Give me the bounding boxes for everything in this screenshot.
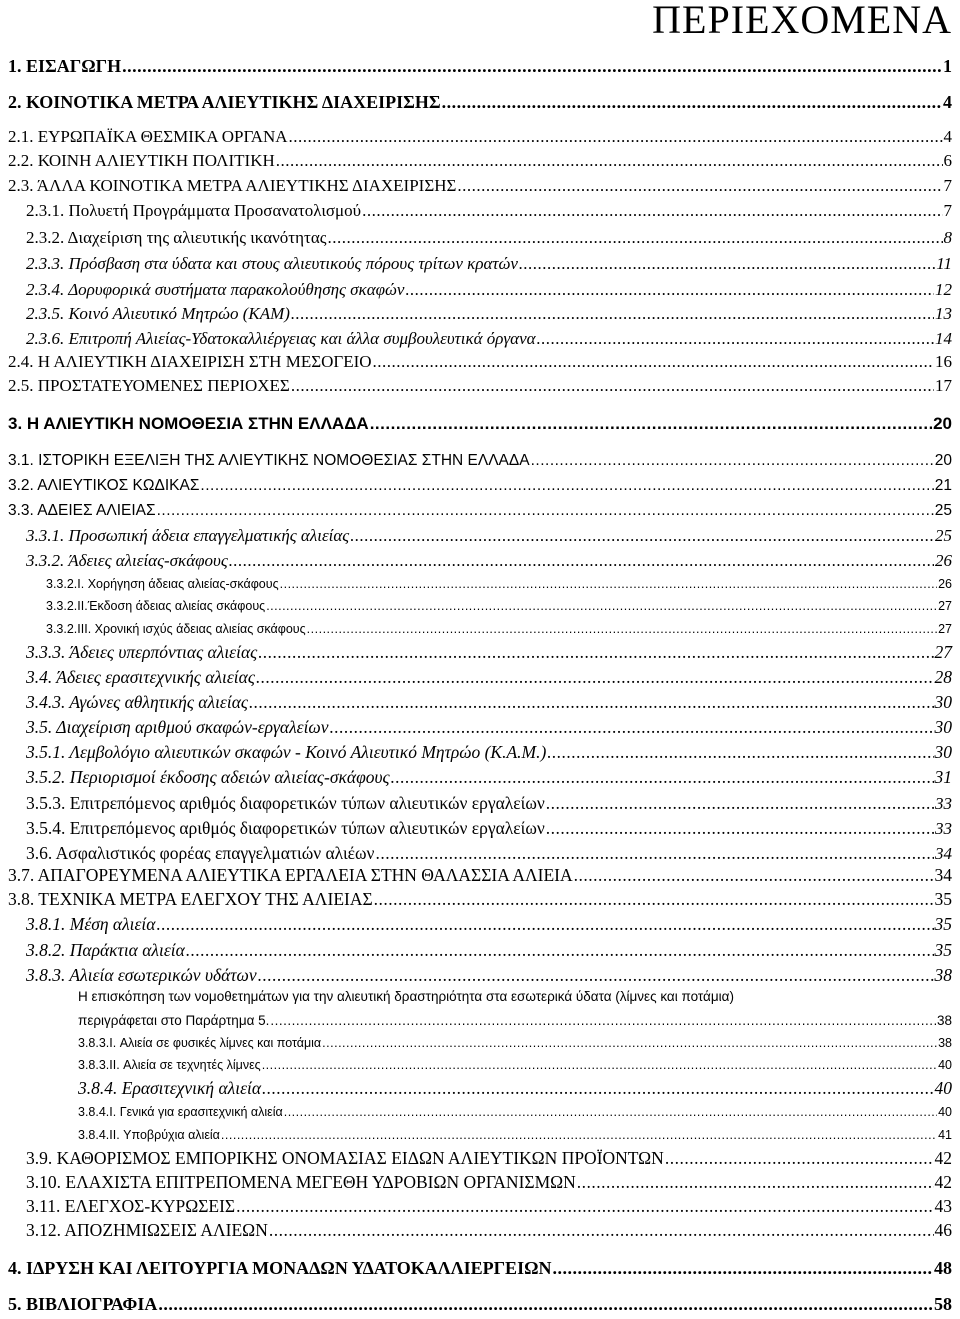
toc-entry[interactable]	[8, 352, 952, 372]
toc-entry[interactable]	[26, 551, 952, 571]
dot-leader	[328, 228, 943, 248]
toc-entry-text: 1. ΕΙΣΑΓΩΓΗ	[8, 56, 122, 76]
page-title: ΠΕΡΙΕΧΟΜΕΝΑ	[652, 0, 952, 42]
dot-leader	[229, 551, 934, 571]
toc-entry[interactable]	[26, 1196, 952, 1217]
toc-entry[interactable]	[26, 742, 952, 763]
toc-entry[interactable]	[26, 940, 952, 961]
toc-entry-text: 3.6. Ασφαλιστικός φορέας επαγγελματιών αλιέων	[26, 843, 375, 863]
toc-entry-page: 4	[943, 127, 952, 146]
toc-entry-text: 2.3.5. Κοινό Αλιευτικό Μητρώο (ΚΑΜ)	[26, 304, 290, 323]
toc-entry[interactable]	[8, 477, 952, 495]
dot-leader	[442, 92, 942, 113]
toc-entry-text: 3.3.2.III. Χρονική ισχύς άδειας αλιείας σκάφους	[46, 622, 306, 636]
toc-entry[interactable]	[8, 414, 952, 434]
toc-entry-page: 41	[938, 1128, 952, 1142]
dot-leader	[258, 642, 933, 663]
dot-leader	[546, 793, 934, 814]
toc-entry[interactable]	[46, 622, 952, 636]
toc-entry-page: 7	[943, 201, 952, 220]
toc-entry-page: 33	[935, 819, 952, 838]
toc-entry[interactable]	[26, 254, 952, 274]
dot-leader	[276, 151, 943, 171]
toc-entry-text: 3.8.4.II. Υποβρύχια αλιεία	[78, 1128, 220, 1142]
toc-entry[interactable]	[26, 965, 952, 986]
toc-entry-page: 30	[934, 692, 952, 712]
toc-entry-text: 2.5. ΠΡΟΣΤΑΤΕΥΟΜΕΝΕΣ ΠΕΡΙΟΧΕΣ	[8, 376, 290, 395]
toc-entry-text: 3.8.4.I. Γενικά για ερασιτεχνική αλιεία	[78, 1105, 283, 1119]
dot-leader	[362, 201, 942, 221]
toc-entry[interactable]	[26, 793, 952, 814]
dot-leader	[375, 843, 934, 864]
dot-leader	[262, 1058, 937, 1072]
toc-entry-page: 35	[934, 889, 952, 909]
toc-entry-page: 30	[934, 717, 952, 737]
toc-entry-page: 7	[943, 176, 952, 195]
toc-entry-page: 38	[938, 1036, 952, 1050]
toc-entry-text: 3.8.3. Αλιεία εσωτερικών υδάτων	[26, 965, 257, 985]
toc-entry-text: 2.2. ΚΟΙΝΗ ΑΛΙΕΥΤΙΚΗ ΠΟΛΙΤΙΚΗ	[8, 151, 275, 170]
dot-leader	[221, 1128, 937, 1142]
dot-leader	[391, 767, 934, 788]
dot-leader	[373, 352, 934, 372]
toc-entry[interactable]	[78, 1036, 952, 1050]
toc-entry[interactable]	[8, 889, 952, 910]
dot-leader	[546, 818, 934, 839]
dot-leader	[405, 280, 934, 300]
toc-entry-page: 40	[934, 1078, 952, 1098]
toc-entry-text: 3.10. ΕΛΑΧΙΣΤΑ ΕΠΙΤΡΕΠΟΜΕΝΑ ΜΕΓΕΘΗ ΥΔΡΟΒΙΩΝ ΟΡΓΑΝΙΣΜΩΝ	[26, 1172, 576, 1192]
toc-entry-page: 42	[934, 1172, 952, 1192]
toc-entry[interactable]	[78, 1013, 952, 1028]
dot-leader	[200, 477, 933, 495]
toc-entry-text: 3.8.1. Μέση αλιεία	[26, 914, 156, 934]
toc-entry-page: 12	[935, 280, 952, 299]
toc-entry[interactable]	[26, 228, 952, 248]
dot-leader	[350, 526, 934, 546]
dot-leader	[330, 717, 934, 738]
toc-entry[interactable]	[26, 304, 952, 324]
dot-leader	[665, 1148, 934, 1169]
toc-entry[interactable]	[26, 526, 952, 546]
toc-entry-page: 17	[935, 376, 952, 395]
toc-entry-text: 2.3.1. Πολυετή Προγράμματα Προσανατολισμού	[26, 201, 362, 220]
dot-leader	[574, 865, 934, 886]
toc-entry-page: 34	[935, 844, 952, 863]
toc-entry[interactable]	[8, 502, 952, 520]
toc-entry-page: 28	[934, 667, 952, 687]
toc-entry[interactable]	[8, 56, 952, 77]
toc-entry[interactable]	[26, 692, 952, 713]
dot-leader	[256, 667, 934, 688]
dot-leader	[519, 254, 935, 274]
toc-entry-page: 35	[934, 914, 952, 934]
toc-entry[interactable]	[8, 1294, 952, 1315]
toc-entry-page: 33	[935, 794, 952, 813]
toc-entry-page: 30	[934, 742, 952, 762]
toc-entry[interactable]	[8, 1258, 952, 1279]
dot-leader	[262, 1078, 933, 1099]
toc-entry-text: 3.3.3. Άδειες υπερπόντιας αλιείας	[26, 642, 258, 662]
toc-entry-page: 26	[938, 577, 952, 591]
toc-entry-page: 40	[938, 1105, 952, 1119]
toc-entry[interactable]	[78, 1058, 952, 1072]
dot-leader	[266, 599, 937, 613]
toc-entry[interactable]	[46, 577, 952, 591]
toc-entry[interactable]	[78, 1078, 952, 1099]
toc-entry-text: 2.3.2. Διαχείριση της αλιευτικής ικανότητας	[26, 228, 327, 247]
toc-entry-page: 35	[934, 940, 952, 960]
toc-entry-text: 3. Η ΑΛΙΕΥΤΙΚΗ ΝΟΜΟΘΕΣΙΑ ΣΤΗΝ ΕΛΛΑΔΑ	[8, 414, 369, 433]
toc-entry-text: 5. ΒΙΒΛΙΟΓΡΑΦΙΑ	[8, 1294, 158, 1314]
dot-leader	[249, 692, 934, 713]
toc-entry-text: 3.3.2.I. Χορήγηση άδειας αλιείας-σκάφους	[46, 577, 279, 591]
toc-entry[interactable]	[8, 176, 952, 196]
dot-leader	[370, 414, 932, 434]
toc-entry-text: 3.3.2. Άδειες αλιείας-σκάφους	[26, 551, 228, 570]
toc-entry-text: 3.2. ΑΛΙΕΥΤΙΚΟΣ ΚΩΔΙΚΑΣ	[8, 477, 200, 494]
toc-entry-text: 4. ΙΔΡΥΣΗ ΚΑΙ ΛΕΙΤΟΥΡΓΙΑ ΜΟΝΑΔΩΝ ΥΔΑΤΟΚΑΛΛΙΕΡΓΕΙΩΝ	[8, 1258, 552, 1278]
toc-entry-text: 3.8.4. Ερασιτεχνική αλιεία	[78, 1078, 262, 1098]
dot-leader	[547, 742, 933, 763]
toc-entry-page: 14	[935, 329, 952, 348]
toc-entry-page: 42	[934, 1148, 952, 1168]
dot-leader	[291, 376, 934, 396]
toc-entry[interactable]	[26, 329, 952, 349]
toc-entry[interactable]	[26, 767, 952, 788]
dot-leader	[236, 1196, 933, 1217]
toc-entry[interactable]	[26, 914, 952, 935]
toc-entry[interactable]	[8, 151, 952, 171]
toc-entry[interactable]	[26, 843, 952, 864]
toc-entry[interactable]	[46, 599, 952, 613]
toc-entry-text: 2.3.4. Δορυφορικά συστήματα παρακολούθησης σκαφών	[26, 280, 405, 299]
dot-leader	[307, 622, 937, 636]
toc-entry-text: 3.11. ΕΛΕΓΧΟΣ-ΚΥΡΩΣΕΙΣ	[26, 1196, 236, 1216]
toc-entry-text: 3.8. ΤΕΧΝΙΚΑ ΜΕΤΡΑ ΕΛΕΓΧΟΥ ΤΗΣ ΑΛΙΕΙΑΣ	[8, 889, 373, 909]
toc-entry-page: 40	[938, 1058, 952, 1072]
dot-leader	[158, 1294, 933, 1315]
toc-entry-page: 4	[943, 92, 952, 112]
toc-entry-text: 3.1. ΙΣΤΟΡΙΚΗ ΕΞΕΛΙΞΗ ΤΗΣ ΑΛΙΕΥΤΙΚΗΣ ΝΟΜΟΘΕΣΙΑΣ ΣΤΗΝ ΕΛΛΑΔΑ	[8, 452, 530, 469]
dot-leader	[531, 452, 934, 470]
toc-note-line: Η επισκόπηση των νομοθετημάτων για την αλιευτική δραστηριότητα στα εσωτερικά ύδατα (λίμνες και ποτάμια)	[78, 989, 734, 1004]
toc-entry-text: 2.3. ΆΛΛΑ ΚΟΙΝΟΤΙΚΑ ΜΕΤΡΑ ΑΛΙΕΥΤΙΚΗΣ ΔΙΑΧΕΙΡΙΣΗΣ	[8, 176, 457, 195]
dot-leader	[457, 176, 942, 196]
toc-entry-text: 3.5.2. Περιορισμοί έκδοσης αδειών αλιείας-σκάφους	[26, 767, 390, 787]
dot-leader	[157, 502, 934, 520]
toc-entry[interactable]	[8, 376, 952, 396]
toc-entry-text: περιγράφεται στο Παράρτημα 5.	[78, 1013, 270, 1028]
toc-entry[interactable]	[26, 1220, 952, 1241]
toc-entry-text: 2.1. ΕΥΡΩΠΑΪΚΑ ΘΕΣΜΙΚΑ ΟΡΓΑΝΑ	[8, 127, 288, 146]
toc-entry-page: 25	[934, 502, 952, 519]
dot-leader	[258, 965, 934, 986]
dot-leader	[577, 1172, 934, 1193]
toc-entry-page: 6	[943, 151, 952, 170]
dot-leader	[284, 1105, 937, 1119]
dot-leader	[280, 577, 937, 591]
toc-entry[interactable]	[26, 1148, 952, 1169]
toc-entry[interactable]	[26, 667, 952, 688]
toc-entry-page: 21	[934, 477, 952, 494]
toc-entry-text: 3.8.2. Παράκτια αλιεία	[26, 940, 185, 960]
toc-entry-page: 1	[943, 56, 952, 76]
toc-entry[interactable]	[26, 201, 952, 221]
dot-leader	[186, 940, 934, 961]
dot-leader	[122, 56, 942, 77]
toc-entry-page: 27	[934, 642, 952, 662]
toc-entry[interactable]	[26, 818, 952, 839]
toc-entry-page: 38	[936, 1013, 952, 1028]
toc-entry-page: 26	[935, 551, 952, 570]
dot-leader	[291, 304, 934, 324]
toc-entry-page: 27	[938, 599, 952, 613]
toc-entry-text: 2.4. Η ΑΛΙΕΥΤΙΚΗ ΔΙΑΧΕΙΡΙΣΗ ΣΤΗ ΜΕΣΟΓΕΙΟ	[8, 352, 372, 371]
toc-entry[interactable]	[8, 127, 952, 147]
toc-entry-text: 3.5.4. Επιτρεπόμενος αριθμός διαφορετικών τύπων αλιευτικών εργαλείων	[26, 818, 545, 838]
dot-leader	[156, 914, 933, 935]
toc-entry[interactable]	[78, 1105, 952, 1119]
toc-entry-page: 13	[935, 304, 952, 323]
toc-entry-text: 3.5.1. Λεμβολόγιο αλιευτικών σκαφών - Κοινό Αλιευτικό Μητρώο (Κ.Α.Μ.)	[26, 742, 547, 762]
toc-entry-text: 3.4. Άδειες ερασιτεχνικής αλιείας	[26, 667, 255, 687]
toc-entry-page: 31	[934, 767, 952, 787]
dot-leader	[289, 127, 943, 147]
toc-entry-text: 3.8.3.I. Αλιεία σε φυσικές λίμνες και ποτάμια	[78, 1036, 322, 1050]
toc-entry-text: 3.7. ΑΠΑΓΟΡΕΥΜΕΝΑ ΑΛΙΕΥΤΙΚΑ ΕΡΓΑΛΕΙΑ ΣΤΗΝ ΘΑΛΑΣΣΙΑ ΑΛΙΕΙΑ	[8, 865, 573, 885]
toc-entry-text: 2.3.6. Επιτροπή Αλιείας-Υδατοκαλλιέργειας και άλλα συμβουλευτικά όργανα	[26, 329, 536, 348]
toc-entry[interactable]	[8, 452, 952, 470]
toc-entry[interactable]	[8, 92, 952, 113]
dot-leader	[374, 889, 934, 910]
dot-leader	[270, 1013, 936, 1028]
dot-leader	[269, 1220, 934, 1241]
toc-entry-text: 3.8.3.II. Αλιεία σε τεχνητές λίμνες	[78, 1058, 261, 1072]
toc-entry-text: 3.4.3. Αγώνες αθλητικής αλιείας	[26, 692, 248, 712]
toc-entry-page: 48	[934, 1258, 952, 1278]
dot-leader	[552, 1258, 933, 1279]
toc-entry-text: 3.3.2.II.Έκδοση άδειας αλιείας σκάφους	[46, 599, 266, 613]
toc-entry[interactable]	[78, 1128, 952, 1142]
dot-leader	[537, 329, 934, 349]
toc-entry-page: 38	[934, 965, 952, 985]
toc-entry[interactable]	[26, 642, 952, 663]
toc-entry-text: 2. ΚΟΙΝΟΤΙΚΑ ΜΕΤΡΑ ΑΛΙΕΥΤΙΚΗΣ ΔΙΑΧΕΙΡΙΣΗΣ	[8, 92, 441, 112]
toc-entry-text: 3.3. ΑΔΕΙΕΣ ΑΛΙΕΙΑΣ	[8, 502, 156, 519]
toc-entry-page: 43	[934, 1196, 952, 1216]
toc-entry-page: 58	[934, 1294, 952, 1314]
dot-leader	[322, 1036, 937, 1050]
toc-entry-page: 27	[938, 622, 952, 636]
toc-entry-text: 3.9. ΚΑΘΟΡΙΣΜΟΣ ΕΜΠΟΡΙΚΗΣ ΟΝΟΜΑΣΙΑΣ ΕΙΔΩΝ ΑΛΙΕΥΤΙΚΩΝ ΠΡΟΪΟΝΤΩΝ	[26, 1148, 664, 1168]
toc-entry-page: 20	[934, 452, 952, 469]
toc-entry-page: 8	[943, 228, 952, 247]
toc-entry-page: 20	[933, 414, 952, 433]
toc-entry-page: 25	[935, 526, 952, 545]
toc-entry-page: 46	[934, 1220, 952, 1240]
toc-entry-text: 3.3.1. Προσωπική άδεια επαγγελματικής αλιείας	[26, 526, 350, 545]
toc-entry-text: 3.5. Διαχείριση αριθμού σκαφών-εργαλείων	[26, 717, 329, 737]
toc-entry-page: 11	[936, 254, 952, 273]
toc-entry-text: 3.5.3. Επιτρεπόμενος αριθμός διαφορετικών τύπων αλιευτικών εργαλείων	[26, 793, 545, 813]
toc-entry-page: 16	[935, 352, 952, 371]
toc-entry[interactable]	[26, 1172, 952, 1193]
toc-entry-text: 2.3.3. Πρόσβαση στα ύδατα και στους αλιευτικούς πόρους τρίτων κρατών	[26, 254, 518, 273]
toc-entry[interactable]	[26, 717, 952, 738]
toc-entry[interactable]	[26, 280, 952, 300]
toc-entry-page: 34	[934, 865, 952, 885]
toc-entry-text: 3.12. ΑΠΟΖΗΜΙΩΣΕΙΣ ΑΛΙΕΩΝ	[26, 1220, 268, 1240]
toc-entry[interactable]	[8, 865, 952, 886]
